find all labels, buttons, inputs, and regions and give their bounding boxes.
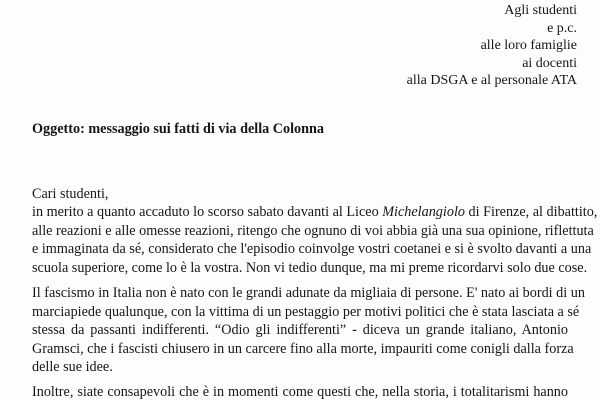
recipient-line: e p.c. — [547, 20, 577, 36]
greeting: Cari studenti, — [32, 186, 109, 202]
school-name: Michelangiolo — [382, 204, 465, 220]
paragraph-2 — [32, 284, 585, 377]
paragraph-line: e immaginata da sé, considerato che l'episodio coinvolge vostri coetanei e si è svolto davanti a una — [32, 241, 592, 257]
paragraph-line: Il fascismo in Italia non è nato con le grandi adunate da migliaia di persone. E' nato ai bordi di un — [32, 285, 585, 301]
recipient-line: alle loro famiglie — [480, 38, 577, 53]
recipient-line: Agli studenti — [504, 3, 577, 18]
paragraph-line: scuola superiore, come lo è la vostra. Non vi tedio dunque, ma mi preme ricordarvi solo due cose. — [32, 259, 588, 276]
text-segment: di Firenze, al dibattito, — [464, 204, 598, 220]
paragraph-line: marciapiede qualunque, con la vittima di un pestaggio per motivi politici che è stata lasciata a sé — [32, 303, 580, 320]
paragraph-line: Gramsci, che i fascisti chiusero in un carcere fino alla morte, impauriti come conigli dalla forza — [32, 340, 574, 357]
paragraph-line: stessa da passanti indifferenti. “Odio gli indifferenti” - diceva un grande italiano, Antonio — [32, 322, 568, 338]
recipient-block — [407, 2, 577, 90]
subject-line: Oggetto: messaggio sui fatti di via della Colonna — [32, 121, 325, 137]
paragraph-3 — [32, 383, 568, 400]
paragraph-line — [32, 203, 598, 222]
paragraph-line: Inoltre, siate consapevoli che è in momenti come questi che, nella storia, i totalitarismi hanno — [32, 384, 568, 400]
recipient-line: alla DSGA e al personale ATA — [406, 73, 577, 88]
text-segment: in merito a quanto accaduto lo scorso sabato davanti al Liceo — [32, 204, 383, 220]
paragraph-line: delle sue idee. — [32, 359, 113, 375]
paragraph-1 — [32, 203, 598, 277]
paragraph-line: alle reazioni e alle omesse reazioni, ritengo che ognuno di voi abbia già una sua opinione, riflettuta — [32, 222, 594, 239]
recipient-line: ai docenti — [522, 55, 577, 71]
